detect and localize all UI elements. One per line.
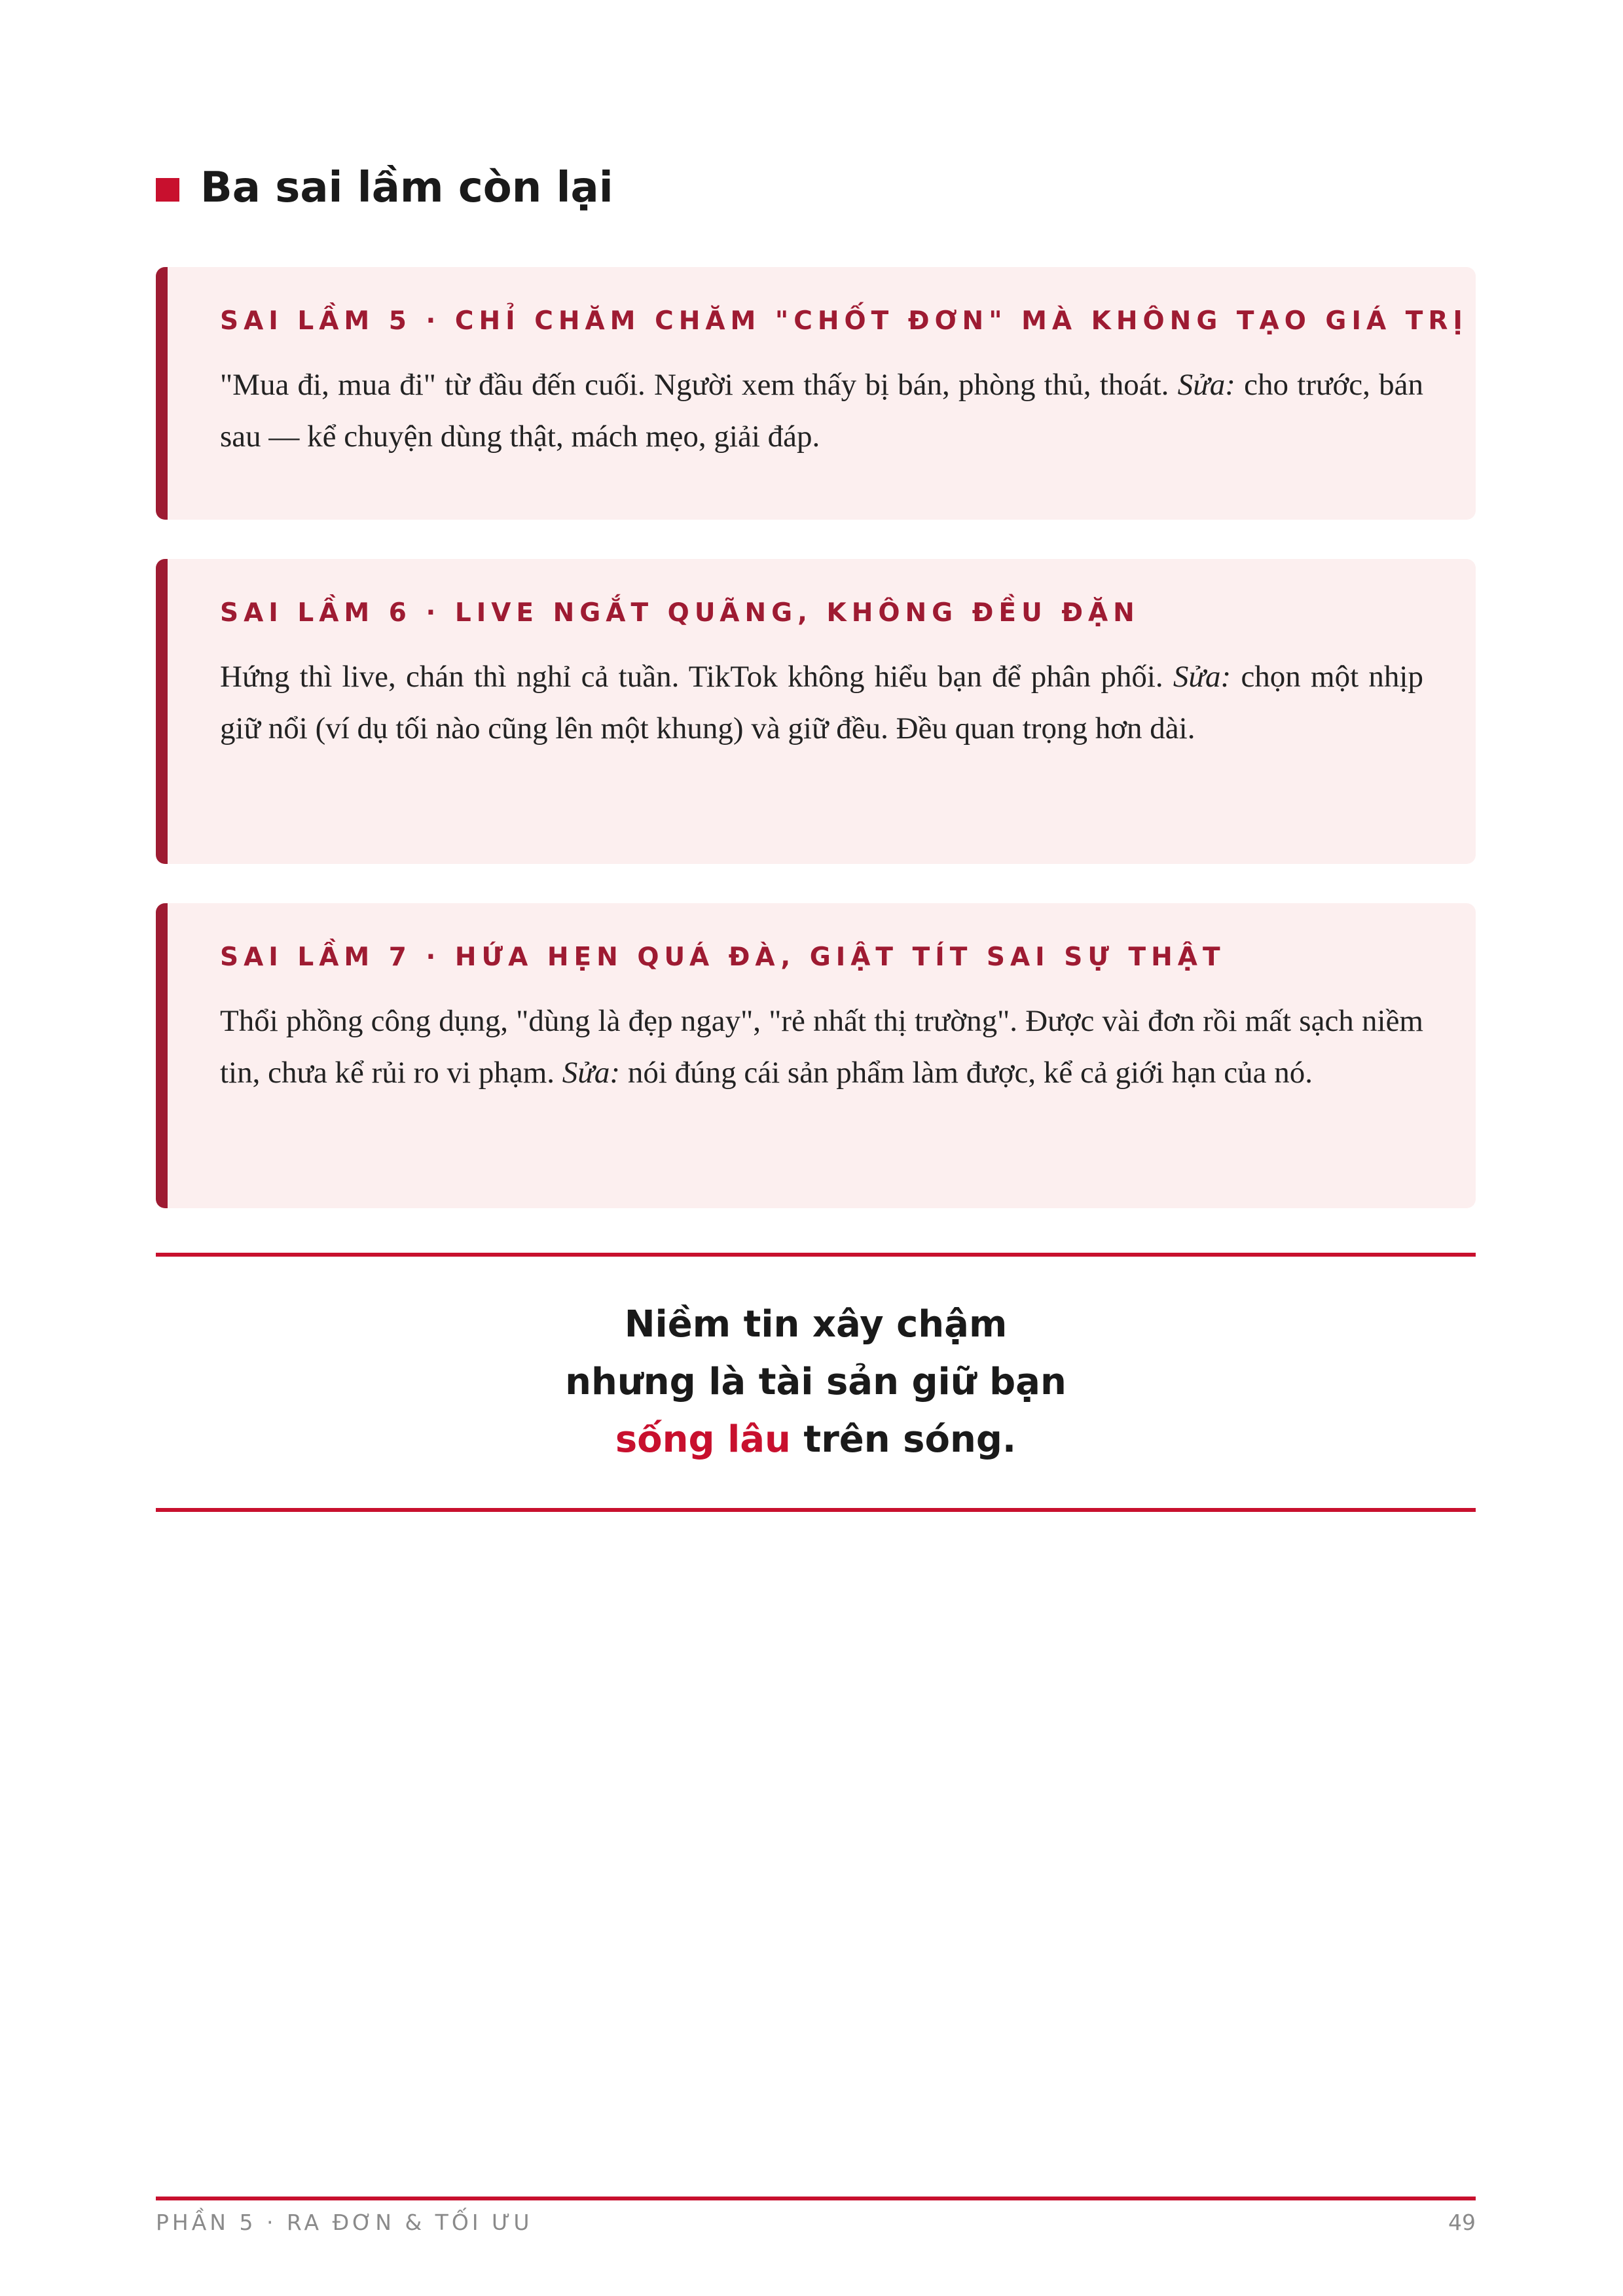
mistake-body [220,651,1423,755]
mistake-text: Hứng thì live, chán thì nghỉ cả tuần. TikTok không hiểu bạn để phân phối. [220,660,1173,694]
fix-text: chọn một nhịp giữ nổi (ví dụ tối nào cũng lên một khung) và giữ đều. Đều quan trọng hơn dài. [220,660,1423,745]
mistake-title: SAI LẦM 5 · CHỈ CHĂM CHĂM "CHỐT ĐƠN" MÀ KHÔNG TẠO GIÁ TRỊ [220,306,1468,336]
mistake-title: SAI LẦM 6 · LIVE NGẮT QUÃNG, KHÔNG ĐỀU ĐẶN [220,598,1140,628]
footer-chapter: PHẦN 5 · RA ĐƠN & TỐI ƯU [156,2210,533,2235]
fix-label: Sửa: [562,1056,621,1090]
quote-bottom-rule [156,1508,1476,1512]
mistake-card-7 [156,903,1476,1208]
fix-text: cho trước, bán sau — kể chuyện dùng thật, mách mẹo, giải đáp. [220,368,1423,454]
quote-line-3 [156,1411,1476,1469]
fix-text: nói đúng cái sản phẩm làm được, kể cả giới hạn của nó. [620,1056,1313,1090]
fix-label: Sửa: [1177,368,1235,402]
pull-quote [156,1296,1476,1469]
fix-label: Sửa: [1173,660,1231,694]
mistake-text: Thổi phồng công dụng, "dùng là đẹp ngay", "rẻ nhất thị trường". Được vài đơn rồi mất sạch niềm tin, chưa kể rủi ro vi phạm. [220,1004,1423,1090]
quote-accent: sống lâu [615,1418,791,1461]
mistake-body [220,359,1423,463]
quote-line-1: Niềm tin xây chậm [624,1303,1008,1346]
quote-line-2: nhưng là tài sản giữ bạn [565,1361,1067,1403]
heading-square-icon [156,178,179,202]
mistake-card-5 [156,267,1476,520]
footer-rule [156,2197,1476,2200]
section-heading-text: Ba sai lầm còn lại [200,164,613,212]
page-number: 49 [1448,2210,1476,2235]
quote-line-3-rest: trên sóng. [790,1418,1017,1461]
section-heading [156,164,613,212]
mistake-body [220,996,1423,1099]
mistake-title: SAI LẦM 7 · HỨA HẸN QUÁ ĐÀ, GIẬT TÍT SAI SỰ THẬT [220,942,1226,972]
mistake-card-6 [156,559,1476,864]
mistake-text: "Mua đi, mua đi" từ đầu đến cuối. Người xem thấy bị bán, phòng thủ, thoát. [220,368,1178,402]
quote-top-rule [156,1253,1476,1257]
